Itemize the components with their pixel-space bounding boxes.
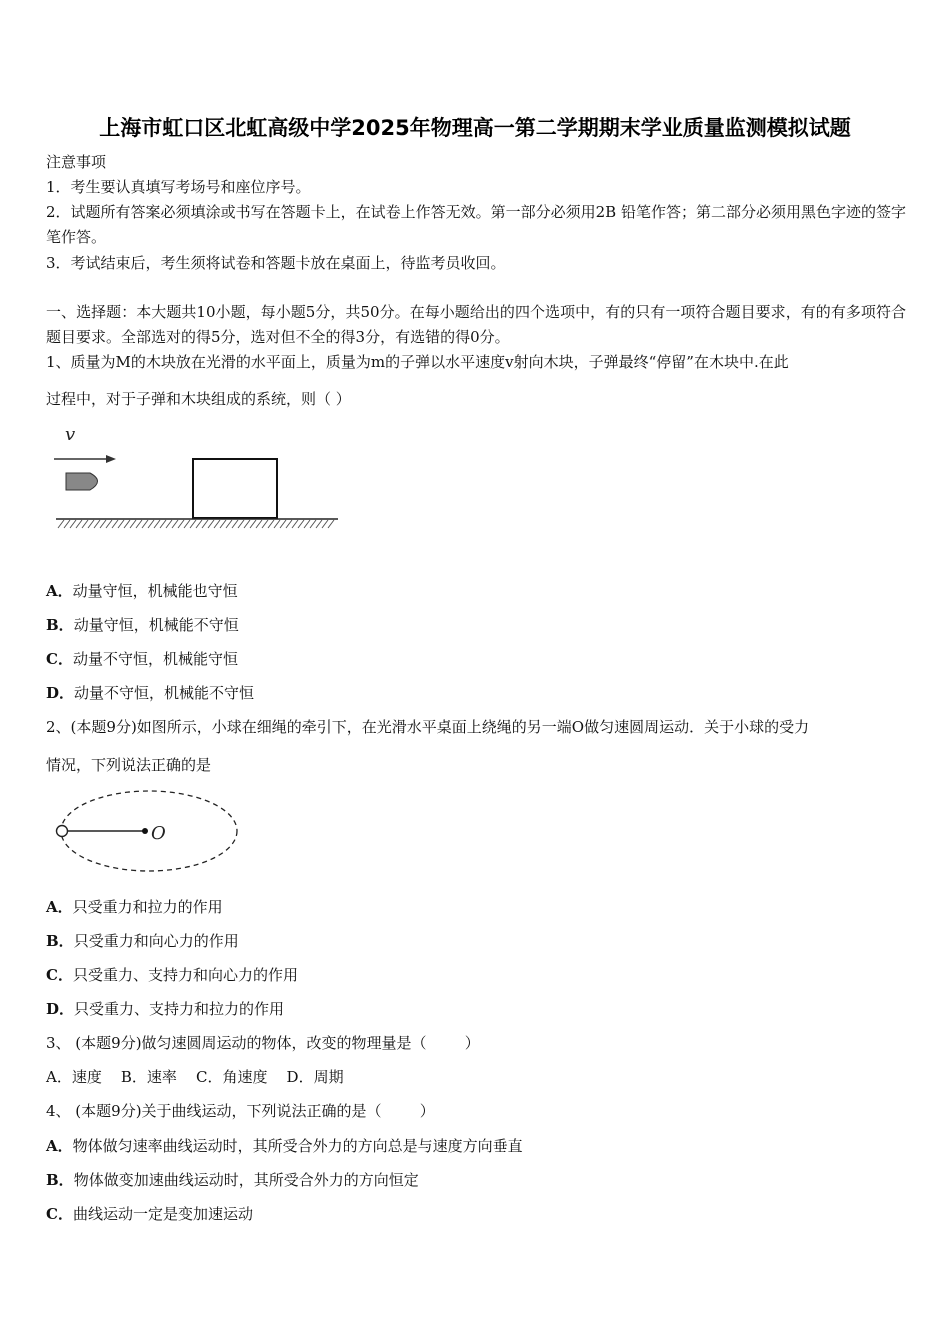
q2-stem-line2: 情况，下列说法正确的是 (46, 756, 212, 774)
q4-option-c: C．曲线运动一定是变加速运动 (46, 1205, 253, 1223)
q2-option-d: D．只受重力、支持力和拉力的作用 (46, 1000, 285, 1018)
wooden-block (193, 459, 277, 518)
q4-option-a: A．物体做匀速率曲线运动时，其所受合外力的方向总是与速度方向垂直 (46, 1137, 523, 1155)
center-point (142, 828, 148, 834)
q1-option-c: C．动量不守恒，机械能守恒 (46, 650, 238, 668)
q2-option-a: A．只受重力和拉力的作用 (46, 898, 223, 916)
q2-option-c: C．只受重力、支持力和向心力的作用 (46, 966, 298, 984)
center-label: O (151, 823, 166, 844)
notice-item-2: 2．试题所有答案必须填涂或书写在答题卡上，在试卷上作答无效。第一部分必须用2B 铅笔作答；第二部分必须用黑色字迹的签字笔作答。 (46, 203, 906, 246)
q2-stem-line1: 2、(本题9分)如图所示，小球在细绳的牵引下，在光滑水平桌面上绕绳的另一端O做匀速圆周运动．关于小球的受力 (46, 718, 810, 736)
q2-figure (45, 788, 245, 878)
page-title: 上海市虹口区北虹高级中学2025年物理高一第二学期期末学业质量监测模拟试题 (99, 116, 851, 140)
velocity-arrowhead (106, 455, 116, 463)
section-intro: 一、选择题：本大题共10小题，每小题5分，共50分。在每小题给出的四个选项中，有的只有一项符合题目要求，有的有多项符合题目要求。全部选对的得5分，选对但不全的得3分，有选错的得0分。 (46, 303, 906, 346)
q4-stem: 4、 (本题9分)关于曲线运动，下列说法正确的是（ ） (46, 1102, 435, 1120)
ground-hatching (58, 520, 334, 528)
notice-item-1: 1．考生要认真填写考场号和座位序号。 (46, 178, 311, 196)
q2-option-b: B．只受重力和向心力的作用 (46, 932, 239, 950)
bullet (66, 473, 98, 490)
q1-option-d: D．动量不守恒，机械能不守恒 (46, 684, 255, 702)
q3-stem: 3、 (本题9分)做匀速圆周运动的物体，改变的物理量是（ ） (46, 1034, 480, 1052)
q1-option-b: B．动量守恒，机械能不守恒 (46, 616, 239, 634)
q1-stem-line1: 1、质量为M的木块放在光滑的水平面上，质量为m的子弹以水平速度v射向木块，子弹最终“停留”在木块中.在此 (46, 353, 789, 371)
notice-item-3: 3．考试结束后，考生须将试卷和答题卡放在桌面上，待监考员收回。 (46, 254, 506, 272)
ball (57, 826, 68, 837)
q1-figure (50, 420, 350, 540)
notice-heading: 注意事项 (46, 153, 107, 171)
velocity-label: v (65, 424, 76, 445)
q1-option-a: A．动量守恒，机械能也守恒 (46, 582, 238, 600)
q1-stem-line2: 过程中，对于子弹和木块组成的系统，则（ ） (46, 390, 351, 408)
q4-option-b: B．物体做变加速曲线运动时，其所受合外力的方向恒定 (46, 1171, 419, 1189)
q3-options: A．速度 B．速率 C．角速度 D．周期 (46, 1068, 344, 1086)
